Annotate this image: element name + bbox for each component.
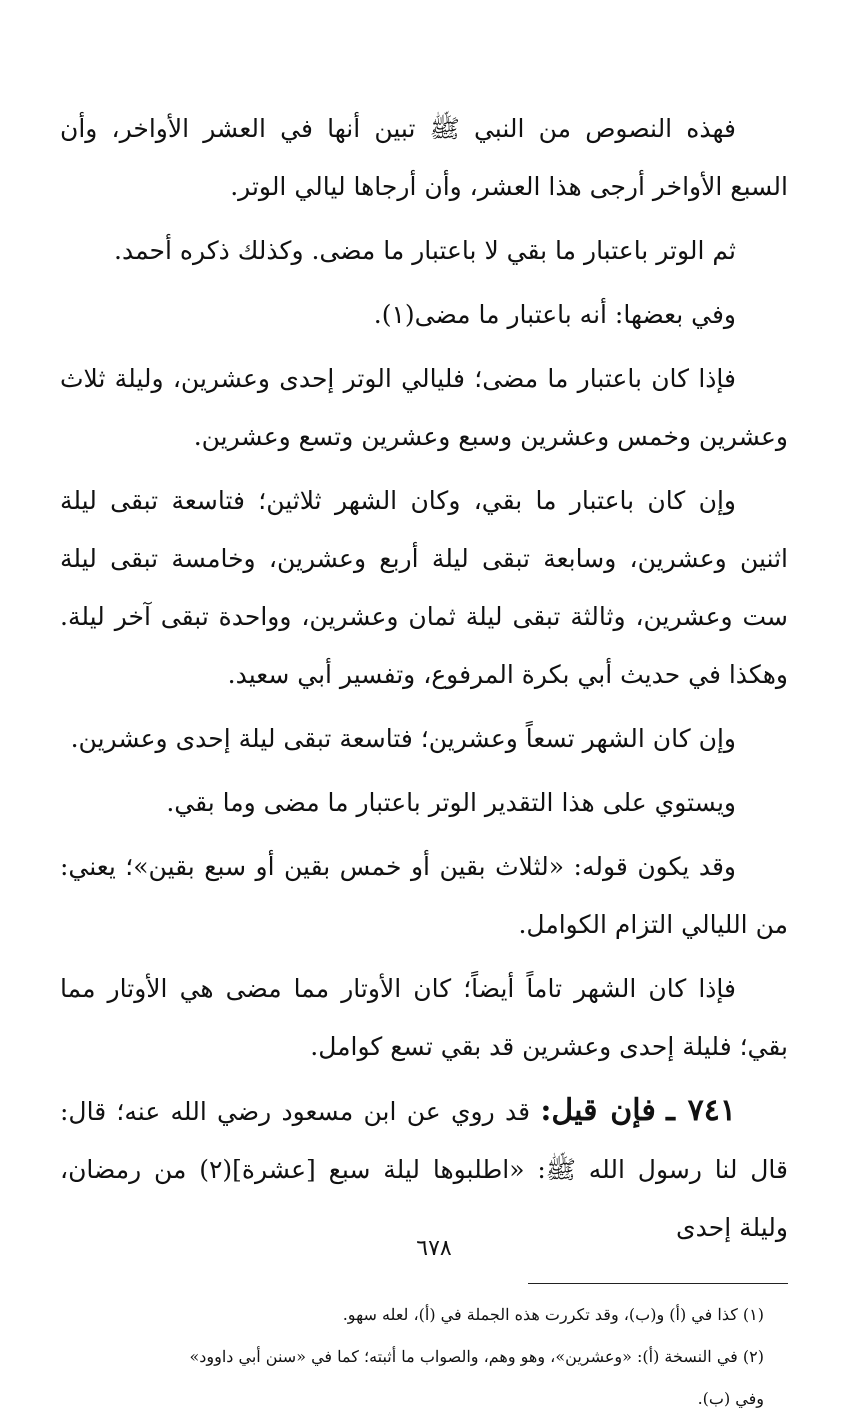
paragraph-8: وقد يكون قوله: «لثلاث بقين أو خمس بقين أو سبع بقين»؛ يعني: من الليالي التزام الكوامل. (60, 852, 788, 939)
paragraph-3: وفي بعضها: أنه باعتبار ما مضى(١). (373, 300, 736, 329)
paragraph-2: ثم الوتر باعتبار ما بقي لا باعتبار ما مضى. وكذلك ذكره أحمد. (114, 236, 736, 265)
footnote-2: (٢) في النسخة (أ): «وعشرين»، وهو وهم، والصواب ما أثبته؛ كما في «سنن أبي داوود» (189, 1347, 764, 1366)
paragraph-6: وإن كان الشهر تسعاً وعشرين؛ فتاسعة تبقى ليلة إحدى وعشرين. (70, 724, 736, 753)
question-label: فإن قيل: (540, 1093, 656, 1128)
paragraph-5: وإن كان باعتبار ما بقي، وكان الشهر ثلاثين؛ فتاسعة تبقى ليلة اثنين وعشرين، وسابعة تبقى ليلة أربع وعشرين، وخامسة تبقى ليلة ست وعشرين، وثالثة تبقى ليلة ثمان وعشرين، وواحدة تبقى آخر ليلة. وهكذا في حديث أبي بكرة المرفوع، وتفسير أبي سعيد. (60, 486, 788, 689)
footnote-divider (528, 1283, 788, 1284)
footnote-2-continued: وفي (ب). (697, 1389, 764, 1408)
page-number: ٦٧٨ (416, 1236, 452, 1261)
paragraph-4: فإذا كان باعتبار ما مضى؛ فليالي الوتر إحدى وعشرين، وليلة ثلاث وعشرين وخمس وعشرين وسبع وعشرين وتسع وعشرين. (60, 364, 788, 451)
page-body (60, 100, 788, 1420)
paragraph-7: ويستوي على هذا التقدير الوتر باعتبار ما مضى وما بقي. (166, 788, 736, 817)
footnotes (60, 1294, 788, 1420)
question-text: قد روي عن ابن مسعود رضي الله عنه؛ قال: قال لنا رسول الله ﷺ: «اطلبوها ليلة سبع [عشرة](٢) من رمضان، وليلة إحدى (60, 1097, 789, 1242)
paragraph-9: فإذا كان الشهر تاماً أيضاً؛ كان الأوتار مما مضى هي الأوتار مما بقي؛ فليلة إحدى وعشرين قد بقي تسع كوامل. (60, 974, 788, 1061)
question-number: ٧٤١ ـ (666, 1093, 736, 1128)
footnote-1: (١) كذا في (أ) و(ب)، وقد تكررت هذه الجملة في (أ)، لعله سهو. (342, 1305, 764, 1324)
paragraph-1: فهذه النصوص من النبي ﷺ تبين أنها في العشر الأواخر، وأن السبع الأواخر أرجى هذا العشر، وأن أرجاها ليالي الوتر. (60, 114, 788, 201)
question-paragraph (60, 1082, 788, 1257)
